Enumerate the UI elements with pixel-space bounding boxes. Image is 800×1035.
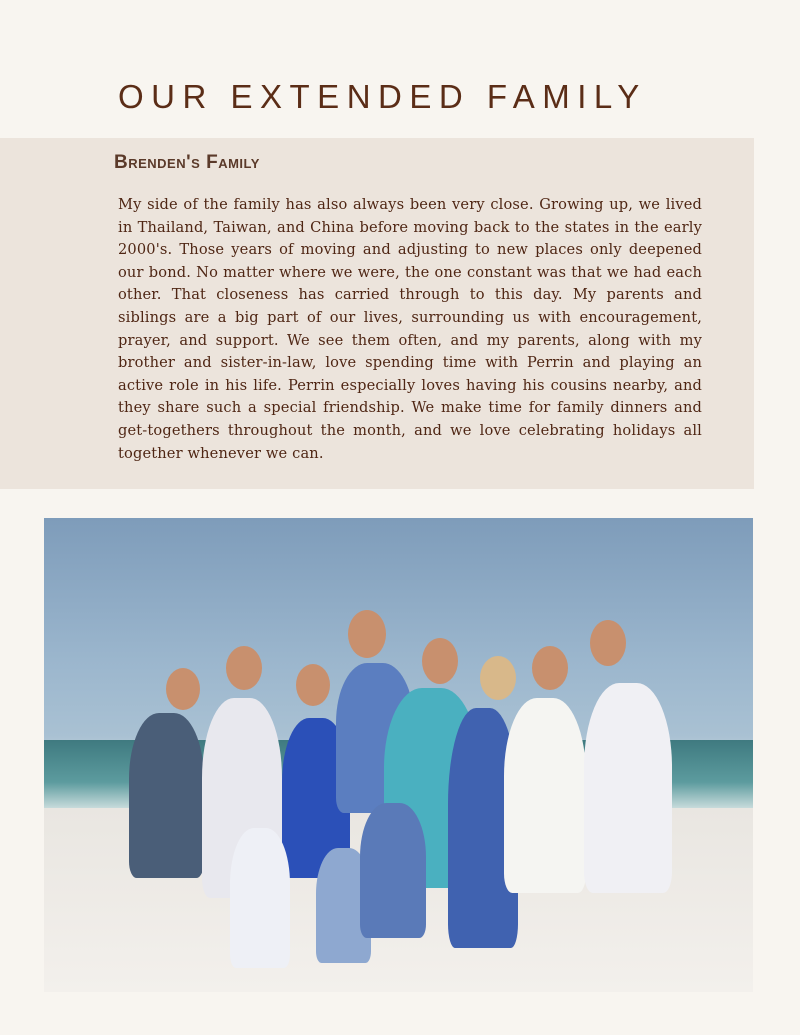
section-heading: Brenden's Family [114,152,260,173]
person [584,683,672,893]
person-head [590,620,626,666]
child [360,803,426,938]
child [230,828,290,968]
person-head [296,664,330,706]
person-head [348,610,386,658]
person-head [532,646,568,690]
person-head [480,656,516,700]
person-head [226,646,262,690]
family-beach-photo [44,518,753,992]
person [504,698,586,893]
page-title: OUR EXTENDED FAMILY [118,78,647,115]
person-head [166,668,200,710]
person-head [422,638,458,684]
body-paragraph: My side of the family has also always been very close. Growing up, we lived in Thailand, Taiwan, and China before moving back to the states in the early 2000's. Those years of moving and adjusting to new places only deepened our bond. No matter where we were, the one constant was that we had each other. That closeness has carried through to this day. My parents and siblings are a big part of our lives, surrounding us with encouragement, prayer, and support. We see them often, and my parents, along with my brother and sister-in-law, love spending time with Perrin and playing an active role in his life. Perrin especially loves having his cousins nearby, and they share such a special friendship. We make time for family dinners and get-togethers throughout the month, and we love celebrating holidays all together whenever we can. [118,196,702,462]
person [129,713,204,878]
